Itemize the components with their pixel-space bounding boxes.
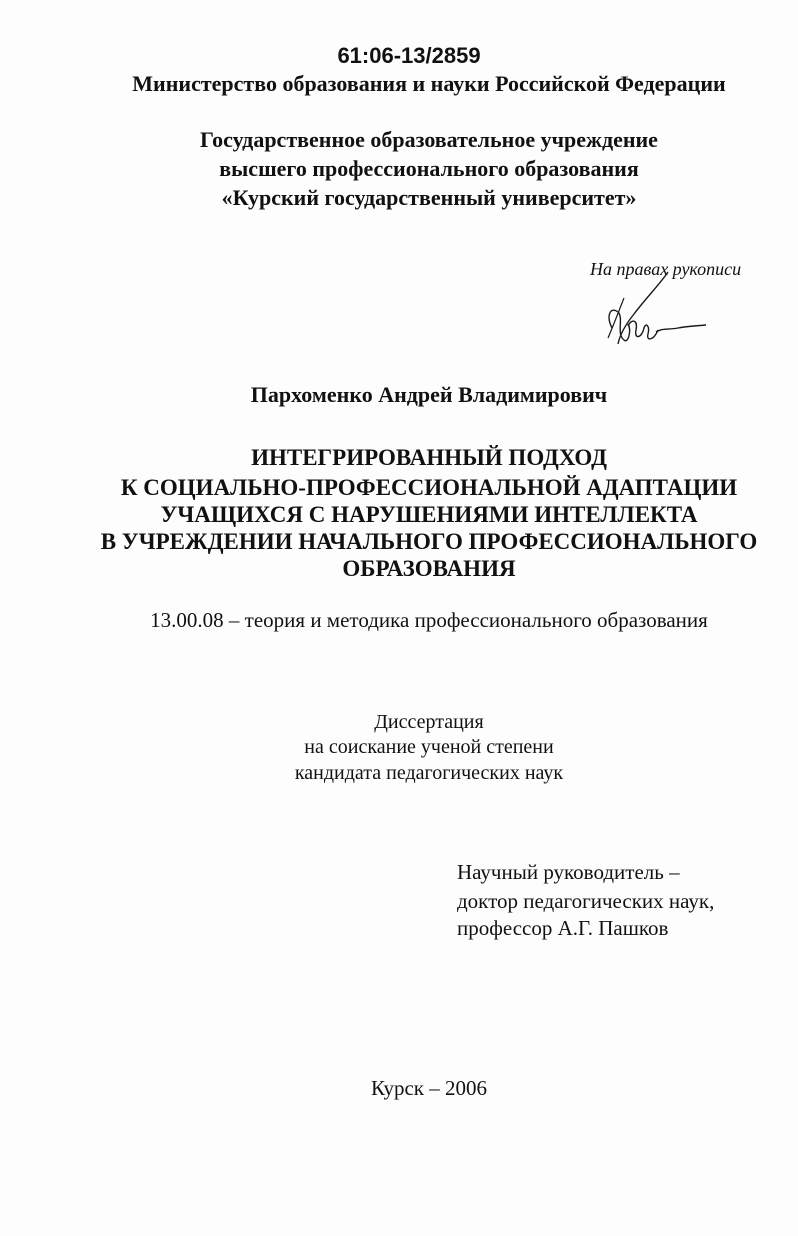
author-name: Пархоменко Андрей Владимирович: [250, 382, 608, 407]
institution-line-3: «Курский государственный университет»: [221, 185, 637, 210]
specialty-code: 13.00.08 – теория и методика профессионального образования: [150, 608, 708, 632]
title-line-4: В УЧРЕЖДЕНИИ НАЧАЛЬНОГО ПРОФЕССИОНАЛЬНОГО: [100, 529, 758, 554]
archive-code: 61:06-13/2859: [337, 43, 481, 68]
title-line-2: К СОЦИАЛЬНО-ПРОФЕССИОНАЛЬНОЙ АДАПТАЦИИ: [120, 475, 738, 500]
ministry-name: Министерство образования и науки Российской Федерации: [132, 71, 726, 96]
supervisor-line-1: Научный руководитель –: [457, 860, 680, 884]
supervisor-line-3: профессор А.Г. Пашков: [457, 916, 669, 940]
manuscript-note: На правах рукописи: [590, 259, 742, 279]
supervisor-line-2: доктор педагогических наук,: [457, 889, 715, 913]
institution-line-2: высшего профессионального образования: [219, 156, 639, 181]
dissertation-line-2: на соискание ученой степени: [304, 736, 554, 758]
dissertation-line-1: Диссертация: [374, 711, 484, 733]
dissertation-line-3: кандидата педагогических наук: [294, 762, 564, 784]
title-line-3: УЧАЩИХСЯ С НАРУШЕНИЯМИ ИНТЕЛЛЕКТА: [160, 502, 698, 527]
institution-line-1: Государственное образовательное учреждение: [200, 127, 658, 152]
title-line-5: ОБРАЗОВАНИЯ: [342, 556, 516, 581]
city-year: Курск – 2006: [371, 1076, 487, 1100]
handwritten-signature: [598, 268, 710, 352]
title-line-1: ИНТЕГРИРОВАННЫЙ ПОДХОД: [251, 445, 607, 470]
